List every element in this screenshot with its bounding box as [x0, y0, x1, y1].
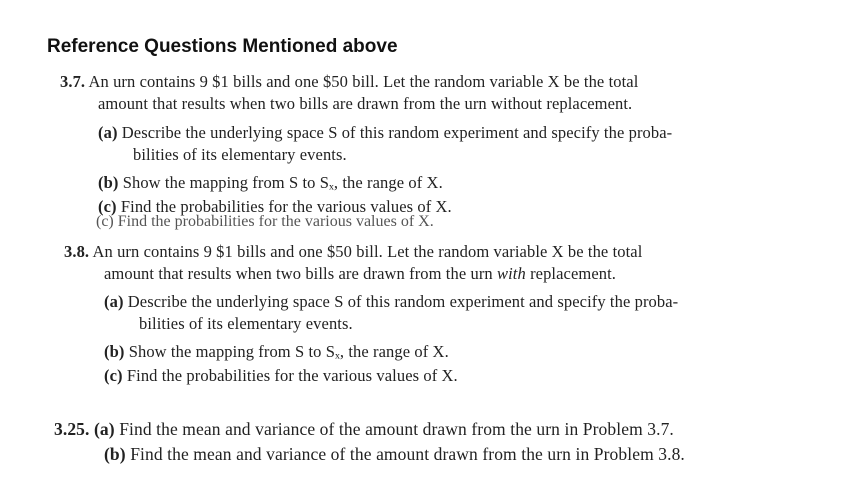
- problem-number: 3.8.: [64, 242, 90, 261]
- part-text: Find the mean and variance of the amount drawn from the urn in Problem 3.8.: [130, 444, 685, 464]
- part-label: (a): [104, 292, 124, 311]
- problem-text: An urn contains 9 $1 bills and one $50 bill. Let the random variable X be the total: [92, 242, 643, 261]
- stem-text: replacement.: [525, 264, 617, 283]
- problem-3-8-part-a-line-2: bilities of its elementary events.: [139, 314, 353, 333]
- problem-3-7-stem-line-1: [60, 72, 638, 92]
- part-text: Find the probabilities for the various values of X.: [126, 366, 458, 385]
- part-label: (b): [104, 342, 125, 361]
- part-text: Show the mapping from S to Sₓ, the range of X.: [128, 342, 449, 361]
- problem-3-7-part-a: [98, 123, 672, 143]
- part-label: (b): [104, 444, 126, 464]
- problem-3-7-part-a-line-2: bilities of its elementary events.: [133, 145, 347, 164]
- part-label: (a): [93, 419, 115, 439]
- problem-3-8-stem-line-1: [64, 242, 642, 262]
- part-label: (c): [104, 366, 123, 385]
- part-label: (a): [98, 123, 118, 142]
- part-text: Describe the underlying space S of this random experiment and specify the proba-: [127, 292, 679, 311]
- problem-text: An urn contains 9 $1 bills and one $50 bill. Let the random variable X be the total: [88, 72, 639, 91]
- stem-emphasis: with: [497, 264, 526, 283]
- part-label: (b): [98, 173, 119, 192]
- page-title: Reference Questions Mentioned above: [47, 36, 398, 57]
- problem-3-8-part-c: [104, 366, 458, 386]
- problem-3-25-part-a: [54, 419, 674, 440]
- part-text: Find the mean and variance of the amount drawn from the urn in Problem 3.7.: [119, 419, 674, 439]
- problem-3-25-part-b: [104, 444, 685, 465]
- problem-3-7-part-b: [98, 173, 443, 193]
- part-text: Show the mapping from S to Sₓ, the range of X.: [122, 173, 443, 192]
- cropped-text-fragment: (c) Find the probabilities for the various values of X.: [96, 213, 434, 230]
- part-text: Describe the underlying space S of this random experiment and specify the proba-: [121, 123, 673, 142]
- part-label: (c): [98, 197, 117, 216]
- problem-3-7-stem-line-2: amount that results when two bills are drawn from the urn without replacement.: [98, 94, 633, 113]
- stem-text: amount that results when two bills are drawn from the urn: [104, 264, 498, 283]
- problem-3-8-part-b: [104, 342, 449, 362]
- problem-3-8-part-a: [104, 292, 678, 312]
- problem-3-8-stem-line-2: [104, 264, 616, 284]
- part-text: Find the probabilities for the various values of X.: [120, 197, 452, 216]
- problem-number: 3.7.: [60, 72, 86, 91]
- problem-number: 3.25.: [54, 419, 90, 439]
